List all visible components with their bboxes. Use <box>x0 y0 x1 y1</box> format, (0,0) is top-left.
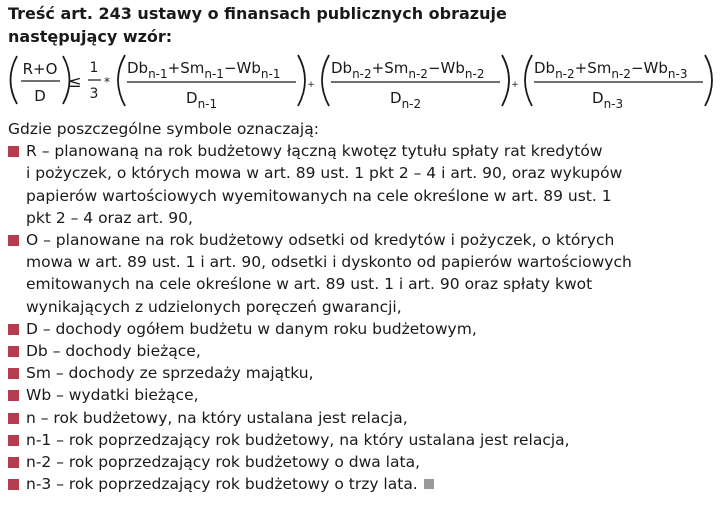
term-1-denominator: $D_{n-1}$ <box>186 89 218 111</box>
legend-item-db <box>8 340 714 362</box>
right-paren-term-1 <box>298 55 305 106</box>
plus-sign-1: + <box>307 80 315 90</box>
legend-item-n-1 <box>8 429 714 451</box>
debt-ratio-formula <box>0 50 720 118</box>
left-paren-lhs <box>11 56 18 104</box>
legend-item-o <box>8 229 714 318</box>
legend-item-n-2 <box>8 451 714 473</box>
term-1-numerator: $Db_{n-1}+Sm_{n-1}-Wb_{n-1}$ <box>127 59 281 81</box>
lhs-denominator: D <box>34 87 46 105</box>
lhs-numerator: R+O <box>22 60 58 78</box>
legend-item-n-3 <box>8 473 714 495</box>
heading-line-1: Treść art. 243 ustawy o finansach publicznych obrazuje <box>8 4 507 23</box>
square-bullet-icon <box>8 346 19 357</box>
legend-line: mowa w art. 89 ust. 1 i art. 90, odsetki i dyskonto od papierów wartościowych <box>26 253 632 272</box>
legend-line: emitowanych na cele określone w art. 89 ust. 1 i art. 90 oraz spłaty kwot <box>26 275 593 294</box>
legend-intro: Gdzie poszczególne symbole oznaczają: <box>8 120 319 138</box>
article-heading <box>8 2 708 48</box>
leq-sign: ≤ <box>68 72 82 91</box>
left-paren-term-2 <box>322 55 329 106</box>
legend-line: Db – dochody bieżące, <box>26 342 201 361</box>
times-sign: * <box>104 75 110 89</box>
legend-line <box>26 473 714 495</box>
term-2-numerator: $Db_{n-2}+Sm_{n-2}-Wb_{n-2}$ <box>331 59 485 81</box>
square-bullet-icon <box>8 324 19 335</box>
symbol-legend <box>8 118 714 495</box>
right-paren-term-3 <box>705 55 712 106</box>
legend-line: papierów wartościowych wyemitowanych na cele określone w art. 89 ust. 1 <box>26 186 612 205</box>
legend-item-wb <box>8 384 714 406</box>
square-bullet-icon <box>8 390 19 401</box>
right-paren-term-2 <box>502 55 509 106</box>
legend-line: n-1 – rok poprzedzający rok budżetowy, na który ustalana jest relacja, <box>26 430 570 449</box>
left-paren-term-3 <box>525 55 532 106</box>
legend-item-r <box>8 140 714 229</box>
square-bullet-icon <box>8 413 19 424</box>
legend-line: R – planowaną na rok budżetowy łączną kwotęz tytułu spłaty rat kredytów <box>26 142 603 161</box>
square-bullet-icon <box>8 435 19 446</box>
legend-line: O – planowane na rok budżetowy odsetki od kredytów i pożyczek, o których <box>26 231 615 249</box>
legend-line-text: n-3 – rok poprzedzający rok budżetowy o trzy lata. <box>26 475 418 494</box>
left-paren-term-1 <box>118 55 125 106</box>
square-bullet-icon <box>8 146 19 157</box>
legend-line: Sm – dochody ze sprzedaży majątku, <box>26 364 314 383</box>
heading-line-2: następujący wzór: <box>8 27 173 46</box>
legend-line: pkt 2 – 4 oraz art. 90, <box>26 208 193 227</box>
formula-svg <box>0 50 720 114</box>
legend-line: Wb – wydatki bieżące, <box>26 386 199 405</box>
term-3-numerator: $Db_{n-2}+Sm_{n-2}-Wb_{n-3}$ <box>534 59 688 81</box>
legend-item-sm <box>8 362 714 384</box>
term-2-denominator: $D_{n-2}$ <box>390 89 422 111</box>
term-3-denominator: $D_{n-3}$ <box>592 89 624 111</box>
legend-line: wynikających z udzielonych poręczeń gwarancji, <box>26 297 402 316</box>
third-denominator: 3 <box>89 86 99 102</box>
legend-item-n <box>8 407 714 429</box>
legend-line: n-2 – rok poprzedzający rok budżetowy o dwa lata, <box>26 453 420 472</box>
legend-line: i pożyczek, o których mowa w art. 89 ust. 1 pkt 2 – 4 i art. 90, oraz wykupów <box>26 164 623 183</box>
legend-line: n – rok budżetowy, na który ustalana jest relacja, <box>26 408 408 427</box>
square-bullet-icon <box>8 235 19 246</box>
plus-sign-2: + <box>511 80 519 90</box>
third-numerator: 1 <box>89 60 99 76</box>
legend-line: D – dochody ogółem budżetu w danym roku budżetowym, <box>26 319 477 338</box>
end-of-text-square-icon <box>424 479 434 489</box>
square-bullet-icon <box>8 479 19 490</box>
square-bullet-icon <box>8 368 19 379</box>
legend-item-d <box>8 318 714 340</box>
square-bullet-icon <box>8 457 19 468</box>
